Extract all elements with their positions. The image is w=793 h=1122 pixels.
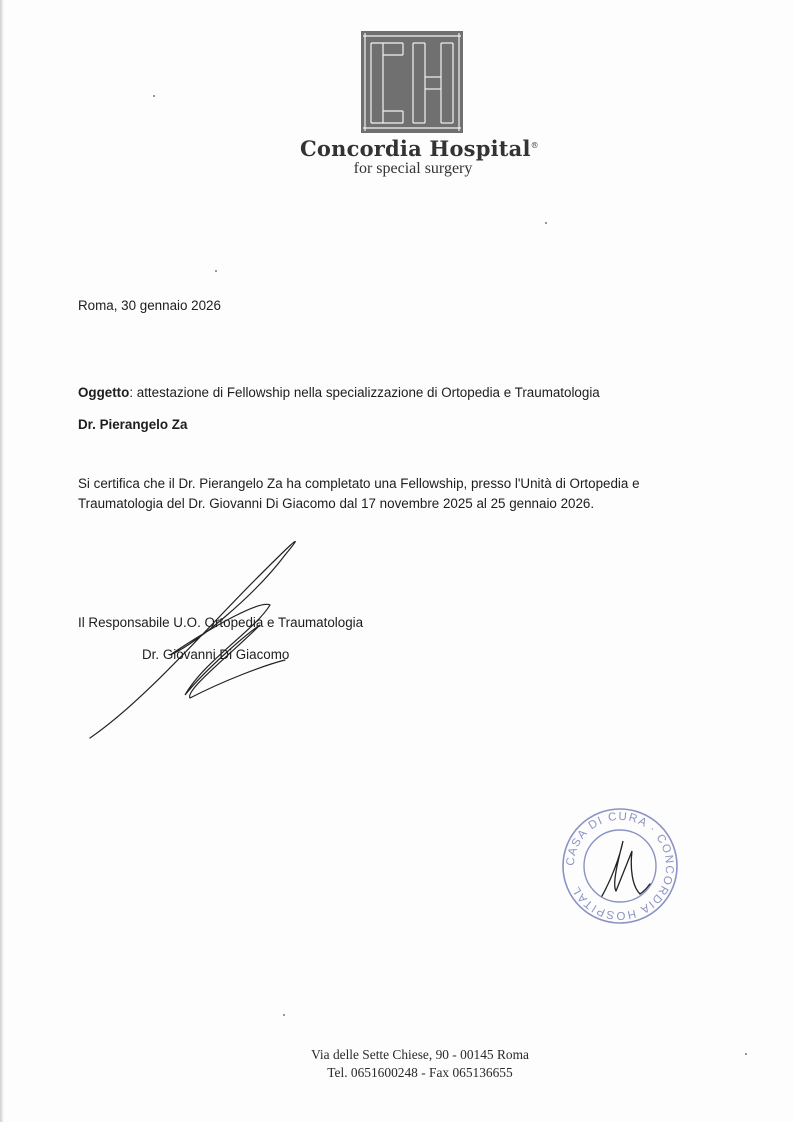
hospital-name: Concordia Hospital® — [300, 136, 539, 161]
handwritten-signature — [85, 530, 315, 745]
scan-speck — [283, 1014, 285, 1016]
footer-contacts: Tel. 0651600248 - Fax 065136655 — [327, 1065, 513, 1080]
scan-edge-shadow — [0, 0, 4, 1122]
scan-speck — [745, 1053, 747, 1055]
scan-speck — [545, 222, 547, 224]
place-date: Roma, 30 gennaio 2026 — [78, 298, 221, 313]
footer-address: Via delle Sette Chiese, 90 - 00145 Roma — [311, 1047, 529, 1062]
hospital-stamp — [560, 806, 680, 926]
scan-speck — [153, 95, 155, 97]
hospital-tagline: for special surgery — [353, 160, 473, 177]
signatory-role: Il Responsabile U.O. Ortopedia e Traumatologia — [78, 615, 364, 630]
body-line-2: Traumatologia del Dr. Giovanni Di Giacomo dal 17 novembre 2025 al 25 gennaio 2026. — [78, 496, 595, 511]
hospital-logo-icon — [361, 31, 463, 133]
svg-text:CASA DI CURA · CONCORDIA HOSPI — [565, 811, 675, 921]
signatory-name: Dr. Giovanni Di Giacomo — [142, 647, 290, 662]
scan-speck — [215, 270, 217, 272]
subject-label: Oggetto — [78, 385, 130, 400]
body-line-1: Si certifica che il Dr. Pierangelo Za ha completato una Fellowship, presso l'Unità di Ortopedia e — [78, 476, 640, 491]
subject-text: : attestazione di Fellowship nella specializzazione di Ortopedia e Traumatologia — [129, 385, 600, 400]
stamp-text: CASA DI CURA · CONCORDIA HOSPITAL — [564, 810, 676, 922]
recipient-name: Dr. Pierangelo Za — [78, 417, 188, 432]
subject-line — [78, 383, 600, 402]
